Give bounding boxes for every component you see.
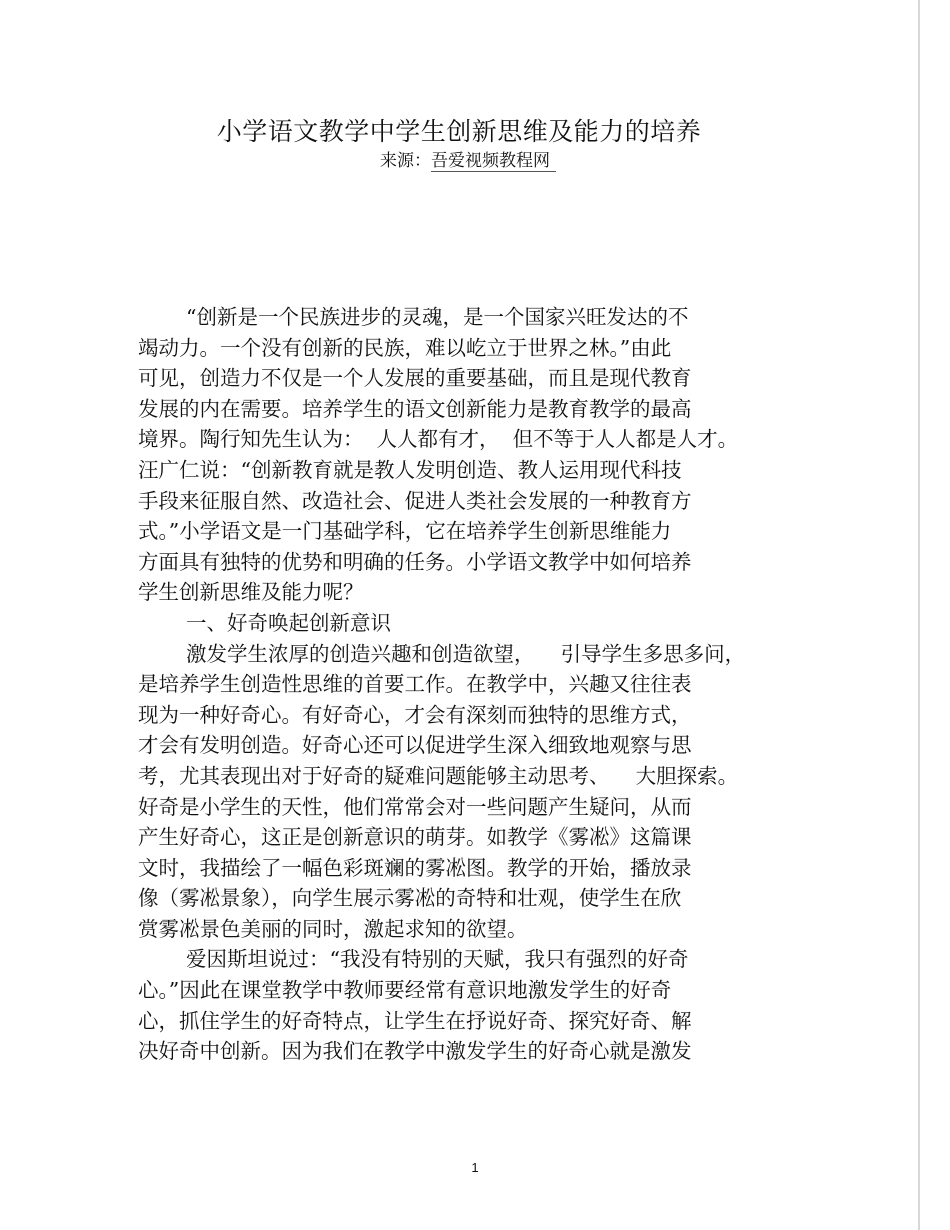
page-number: 1 [471,1160,479,1175]
text-line: 境界。陶行知先生认为： 人人都有才， 但不等于人人都是人才。 [138,427,739,452]
page-title: 小学语文教学中学生创新思维及能力的培养 [216,117,702,146]
page-edge [918,0,920,1230]
text-line: 汪广仁说：“创新教育就是教人发明创造、教人运用现代科技 [138,457,682,482]
text-line: 产生好奇心，这正是创新意识的萌芽。如教学《雾凇》这篇课 [138,825,692,850]
text-line: 才会有发明创造。好奇心还可以促进学生深入细致地观察与思 [138,733,692,758]
text-line: 方面具有独特的优势和明确的任务。小学语文教学中如何培养 [138,549,692,574]
text-line: “创新是一个民族进步的灵魂，是一个国家兴旺发达的不 [186,305,689,329]
text-line: 可见，创造力不仅是一个人发展的重要基础，而且是现代教育 [138,366,692,391]
text-line: 学生创新思维及能力呢？ [138,580,364,605]
text-line: 爱因斯坦说过：“我没有特别的天赋，我只有强烈的好奇 [186,947,689,972]
text-line: 赏雾凇景色美丽的同时，激起求知的欲望。 [138,916,528,941]
text-line: 手段来征服自然、改造社会、促进人类社会发展的一种教育方 [138,488,692,513]
text-line: 发展的内在需要。培养学生的语文创新能力是教育教学的最高 [138,396,692,421]
source-line [380,150,556,172]
text-line: 考，尤其表现出对于好奇的疑难问题能够主动思考、 大胆探索。 [138,763,739,788]
body-text [138,302,828,1067]
text-line: 好奇是小学生的天性，他们常常会对一些问题产生疑问，从而 [138,794,692,819]
source-name: 吾爱视频教程网 [431,151,556,172]
text-line: 一、好奇唤起创新意识 [186,610,391,635]
source-label: 来源： [380,151,431,171]
text-line: 式。”小学语文是一门基础学科，它在培养学生创新思维能力 [138,519,672,544]
text-line: 激发学生浓厚的创造兴趣和创造欲望， 引导学生多思多问， [186,641,746,666]
text-line: 心，抓住学生的好奇特点，让学生在抒说好奇、探究好奇、解 [138,1008,692,1033]
text-line: 现为一种好奇心。有好奇心，才会有深刻而独特的思维方式， [138,702,692,727]
text-line: 决好奇中创新。因为我们在教学中激发学生的好奇心就是激发 [138,1039,692,1064]
text-line: 是培养学生创造性思维的首要工作。在教学中，兴趣又往往表 [138,672,692,697]
text-line: 心。”因此在课堂教学中教师要经常有意识地激发学生的好奇 [138,978,672,1003]
text-line: 竭动力。一个没有创新的民族，难以屹立于世界之林。”由此 [138,335,672,360]
text-line: 像（雾凇景象），向学生展示雾凇的奇特和壮观，使学生在欣 [138,886,682,911]
text-line: 文时，我描绘了一幅色彩斑斓的雾凇图。教学的开始，播放录 [138,855,692,880]
